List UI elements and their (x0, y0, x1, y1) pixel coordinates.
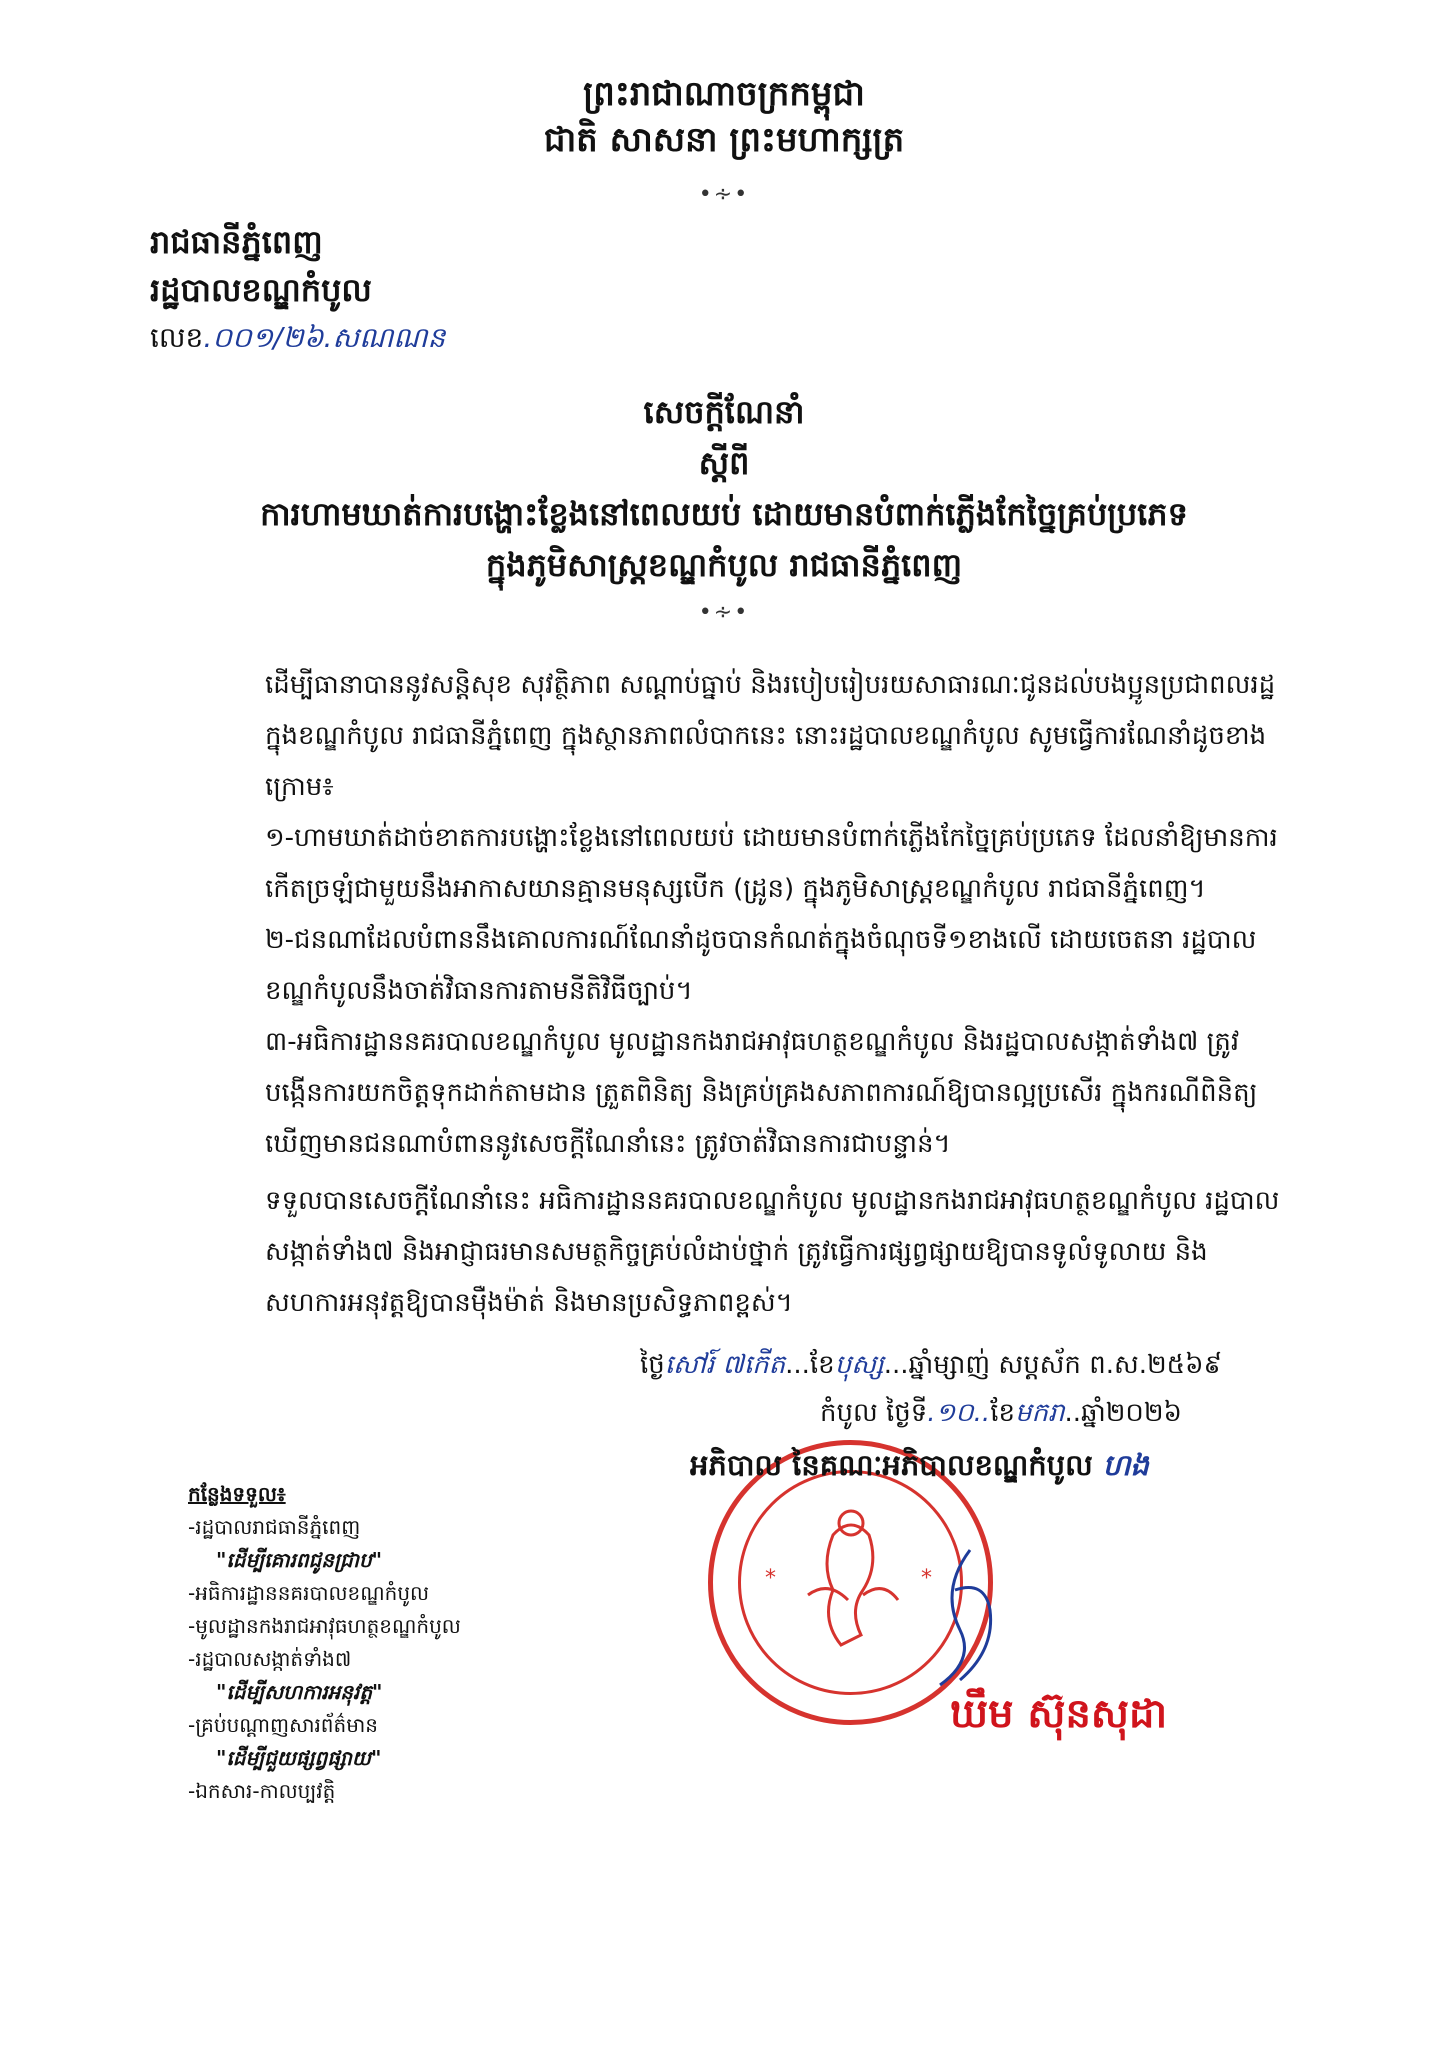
issuer-capital: រាជធានីភ្នំពេញ (150, 223, 323, 261)
recipients-heading: កន្លែងទទួល៖ (188, 1482, 286, 1506)
recipient-item: -រដ្ឋបាលរាជធានីភ្នំពេញ (188, 1515, 361, 1539)
reference-value: .០០១/២៦.សណណន (203, 321, 446, 354)
solar-date-month-label: ខែ (990, 1398, 1015, 1428)
recipient-purpose: "ដើម្បីគោរពជូនជ្រាប" (216, 1548, 383, 1572)
solar-date-month: មករា (1014, 1398, 1065, 1428)
signatory-initials: ហង (1102, 1448, 1149, 1482)
closing-paragraph: ទទួលបានសេចក្តីណែនាំនេះ អធិការដ្ឋាននគរបាលខណ្ឌកំបូល មូលដ្ឋានកងរាជអាវុធហត្ថខណ្ឌកំបូល រដ្ឋបាលសង្កាត់ទាំង៧ និងអាជ្ញាធរមានសមត្ថកិច្ចគ្រប់លំដាប់ថ្នាក់ ត្រូវធ្វើការផ្សព្វផ្សាយឱ្យបានទូលំទូលាយ និងសហការអនុវត្តឱ្យបានម៉ឺងម៉ាត់ និងមានប្រសិទ្ធភាពខ្ពស់។ (265, 1186, 1280, 1318)
recipient-purpose: "ដើម្បីសហការអនុវត្ត" (216, 1680, 383, 1704)
intro-paragraph: ដើម្បីធានាបាននូវសន្តិសុខ សុវត្ថិភាព សណ្តាប់ធ្នាប់ និងរបៀបរៀបរយសាធារណៈជូនដល់បងប្អូនប្រជាពលរដ្ឋក្នុងខណ្ឌកំបូល រាជធានីភ្នំពេញ ក្នុងស្ថានភាពលំបាកនេះ នោះរដ្ឋបាលខណ្ឌកំបូល សូមធ្វើការណែនាំដូចខាងក្រោម៖ (265, 670, 1276, 802)
lunar-date-prefix: ថ្ងៃ (640, 1350, 665, 1380)
directive-1: ១-ហាមឃាត់ដាច់ខាតការបង្ហោះខ្លែងនៅពេលយប់ ដោយមានបំពាក់ភ្លើងកែច្នៃគ្រប់ប្រភេទ ដែលនាំឱ្យមានការកើតច្រឡំជាមួយនឹងអាកាសយានគ្មានមនុស្សបើក (ដ្រូន) ក្នុងភូមិសាស្ត្រខណ្ឌកំបូល រាជធានីភ្នំពេញ។ (265, 823, 1278, 904)
lunar-date (640, 1348, 1222, 1386)
body-text (210, 660, 1290, 1329)
recipient-purpose: "ដើម្បីជួយផ្សព្វផ្សាយ" (216, 1746, 382, 1770)
solar-date (820, 1396, 1182, 1434)
national-motto: ជាតិ សាសនា ព្រះមហាក្សត្រ (543, 120, 905, 160)
lunar-date-year: ...ឆ្នាំម្សាញ់ សប្តស័ក ព.ស.២៥៦៩ (883, 1350, 1222, 1380)
signatory-title-text: អភិបាល នៃគណៈអភិបាលខណ្ឌកំបូល (690, 1448, 1093, 1482)
recipients-list (188, 1478, 461, 1808)
doc-type-title: សេចក្តីណែនាំ (643, 393, 805, 431)
recipient-item: -មូលដ្ឋានកងរាជអាវុធហត្ថខណ្ឌកំបូល (188, 1614, 461, 1638)
issuer-district: រដ្ឋបាលខណ្ឌកំបូល (150, 271, 372, 309)
signatory-name: ឃឹម ស៊ុនសុដា (950, 1691, 1168, 1737)
reference-prefix: លេខ (150, 321, 204, 354)
doc-about: ស្តីពី (698, 444, 750, 482)
solar-date-prefix: កំបូល ថ្ងៃទី (820, 1398, 928, 1428)
recipient-item: -អធិការដ្ឋាននគរបាលខណ្ឌកំបូល (188, 1581, 430, 1605)
directive-3: ៣-អធិការដ្ឋាននគរបាលខណ្ឌកំបូល មូលដ្ឋានកងរាជអាវុធហត្ថខណ្ឌកំបូល និងរដ្ឋបាលសង្កាត់ទាំង៧ ត្រូវបង្កើនការយកចិត្តទុកដាក់តាមដាន ត្រួតពិនិត្យ និងគ្រប់គ្រងសភាពការណ៍ឱ្យបានល្អប្រសើរ ក្នុងករណីពិនិត្យឃើញមានជនណាបំពាននូវសេចក្តីណែនាំនេះ ត្រូវចាត់វិធានការជាបន្ទាន់។ (265, 1027, 1258, 1159)
recipient-item: -រដ្ឋបាលសង្កាត់ទាំង៧ (188, 1647, 352, 1671)
lunar-date-day: សៅរ៍ ៧កើត (664, 1350, 786, 1380)
svg-text:*: * (765, 1566, 776, 1591)
solar-date-year: ..ឆ្នាំ២០២៦ (1064, 1398, 1182, 1428)
doc-subject-line2: ក្នុងភូមិសាស្ត្រខណ្ឌកំបូល រាជធានីភ្នំពេញ (485, 546, 963, 584)
title-ornament: •∻• (698, 600, 750, 625)
signatory-title (690, 1448, 1149, 1490)
directive-2: ២-ជនណាដែលបំពាននឹងគោលការណ៍ណែនាំដូចបានកំណត់ក្នុងចំណុចទី១ខាងលើ ដោយចេតនា រដ្ឋបាលខណ្ឌកំបូលនឹងចាត់វិធានការតាមនីតិវិធីច្បាប់។ (265, 925, 1257, 1006)
kingdom-heading: ព្រះរាជាណាចក្រកម្ពុជា (583, 74, 865, 114)
solar-date-day: .១០.. (927, 1398, 991, 1428)
recipient-item: -ឯកសារ-កាលប្បវត្តិ (188, 1779, 336, 1803)
header-ornament: •∻• (698, 182, 750, 207)
recipient-item: -គ្រប់បណ្តាញសារព័ត៌មាន (188, 1713, 378, 1737)
reference-number (150, 320, 445, 361)
svg-text:*: * (921, 1566, 932, 1591)
doc-subject-line1: ការហាមឃាត់ការបង្ហោះខ្លែងនៅពេលយប់ ដោយមានបំពាក់ភ្លើងកែច្នៃគ្រប់ប្រភេទ (260, 495, 1188, 533)
lunar-date-month-label: ...ខែ (785, 1350, 835, 1380)
lunar-date-month: បុស្ស (834, 1350, 884, 1380)
handwritten-signature (900, 1530, 1010, 1700)
